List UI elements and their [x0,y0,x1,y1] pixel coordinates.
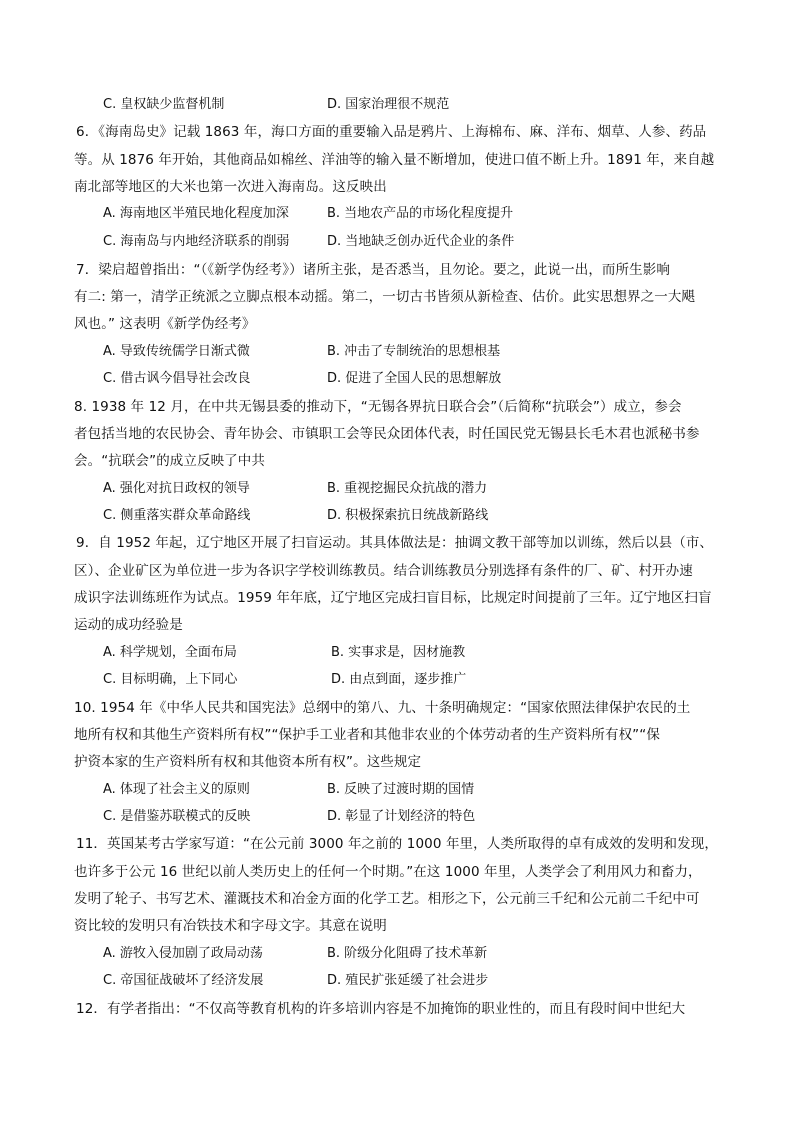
q8-option-b: B. 重视挖掘民众抗战的潜力 [327,481,488,496]
q9-option-b: B. 实事求是，因材施教 [331,645,466,660]
q5-option-d: D. 国家治理很不规范 [327,97,450,112]
q9-stem-line-3: 成识字法训练班作为试点。1959 年年底，辽宁地区完成扫盲目标，比规定时间提前了三年。辽宁地区扫盲 [74,590,712,606]
q11-option-c: C. 帝国征战破坏了经济发展 [103,973,264,988]
q6-option-c: C. 海南岛与内地经济联系的削弱 [103,234,290,249]
q7-stem-line-1: 7．梁启超曾指出：“（《新学伪经考》）诸所主张，是否悉当，且勿论。要之，此说一出，而所生影响 [76,262,670,278]
q10-stem-line-2: 地所有权和其他生产资料所有权”“保护手工业者和其他非农业的个体劳动者的生产资料所有权”“保 [74,727,660,743]
q5-option-c: C. 皇权缺少监督机制 [103,97,225,112]
q7-stem-line-2: 有二: 第一，清学正统派之立脚点根本动摇。第二，一切古书皆须从新检查、估价。此实思想界之一大飓 [74,289,696,305]
q11-option-d: D. 殖民扩张延缓了社会进步 [327,973,489,988]
q6-stem-line-3: 南北部等地区的大米也第一次进入海南岛。这反映出 [74,179,387,195]
q8-option-c: C. 侧重落实群众革命路线 [103,508,251,523]
q8-stem-line-1: 8. 1938 年 12 月，在中共无锡县委的推动下，“无锡各界抗日联合会”（后简称“抗联会”）成立，参会 [74,399,682,415]
q10-option-b: B. 反映了过渡时期的国情 [327,782,475,797]
q11-stem-line-2: 也许多于公元 16 世纪以前人类历史上的任何一个时期。”在这 1000 年里，人类学会了利用风力和畜力， [74,864,702,880]
q11-stem-line-4: 资比较的发明只有冶铁技术和字母文字。其意在说明 [74,918,387,934]
q8-stem-line-2: 者包括当地的农民协会、青年协会、市镇职工会等民众团体代表，时任国民党无锡县长毛木君也派秘书参 [74,426,700,442]
q9-stem-line-1: 9．自 1952 年起，辽宁地区开展了扫盲运动。其具体做法是：抽调文教干部等加以训练，然后以县（市、 [76,535,714,551]
q10-option-a: A. 体现了社会主义的原则 [103,782,250,797]
q9-option-c: C. 目标明确，上下同心 [103,672,238,687]
q9-option-d: D. 由点到面，逐步推广 [331,672,467,687]
q9-option-a: A. 科学规划，全面布局 [103,645,237,660]
q12-stem-line-1: 12．有学者指出：“不仅高等教育机构的许多培训内容是不加掩饰的职业性的，而且有段时间中世纪大 [76,1001,686,1017]
q8-option-d: D. 积极探索抗日统战新路线 [327,508,489,523]
q10-stem-line-3: 护资本家的生产资料所有权和其他资本所有权”。这些规定 [74,754,422,770]
q6-stem-line-1: 6．《海南岛史》记载 1863 年，海口方面的重要输入品是鸦片、上海棉布、麻、洋布、烟草、人参、药品 [76,124,707,140]
q8-stem-line-3: 会。“抗联会”的成立反映了中共 [74,453,265,469]
q10-option-c: C. 是借鉴苏联模式的反映 [103,809,251,824]
q6-option-b: B. 当地农产品的市场化程度提升 [327,206,514,221]
q7-option-b: B. 冲击了专制统治的思想根基 [327,344,501,359]
q9-stem-line-4: 运动的成功经验是 [74,617,183,633]
q6-option-d: D. 当地缺乏创办近代企业的条件 [327,234,515,249]
q11-stem-line-3: 发明了轮子、书写艺术、灌溉技术和冶金方面的化学工艺。相形之下，公元前三千纪和公元前二千纪中可 [74,891,700,907]
q7-option-c: C. 借古讽今倡导社会改良 [103,371,251,386]
q8-option-a: A. 强化对抗日政权的领导 [103,481,250,496]
q11-option-a: A. 游牧入侵加剧了政局动荡 [103,946,263,961]
q9-stem-line-2: 区）、企业矿区为单位进一步为各识字学校训练教员。结合训练教员分别选择有条件的厂、矿、村开办速 [74,563,693,579]
q7-option-a: A. 导致传统儒学日渐式微 [103,344,250,359]
q10-option-d: D. 彰显了计划经济的特色 [327,809,476,824]
q6-option-a: A. 海南地区半殖民地化程度加深 [103,206,289,221]
q7-option-d: D. 促进了全国人民的思想解放 [327,371,502,386]
q6-stem-line-2: 等。从 1876 年开始，其他商品如棉丝、洋油等的输入量不断增加，使进口值不断上升。1891 年，来自越 [74,152,715,168]
q11-option-b: B. 阶级分化阻碍了技术革新 [327,946,488,961]
q10-stem-line-1: 10. 1954 年《中华人民共和国宪法》总纲中的第八、九、十条明确规定：“国家依照法律保护农民的土 [74,700,691,716]
q11-stem-line-1: 11．英国某考古学家写道：“在公元前 3000 年之前的 1000 年里，人类所取得的卓有成效的发明和发现， [76,836,718,852]
q7-stem-line-3: 风也。” 这表明《新学伪经考》 [74,316,256,332]
